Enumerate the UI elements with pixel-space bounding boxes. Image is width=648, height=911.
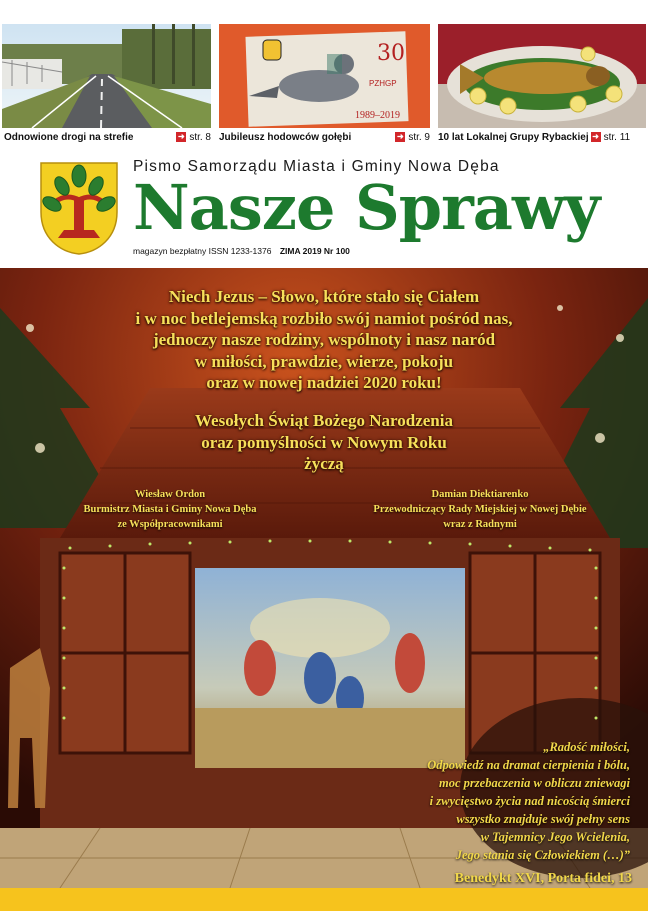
signatory-name: Damian Diektiarenko [431,489,529,500]
signatory-name: Wiesław Ordon [134,489,206,500]
greeting-line: jednoczy nasze rodziny, wspólnoty i nasz naród [152,330,496,349]
teaser-image-fish[interactable] [438,24,646,128]
wishes-line: oraz pomyślności w Nowym Roku [201,432,447,452]
signatory-mayor [30,487,310,532]
quote-author: Benedykt XVI, Porta fidei, 13 [454,871,632,886]
greeting-line: oraz w nowej nadziei 2020 roku! [206,373,442,392]
teaser-caption-fish[interactable] [438,130,644,144]
christmas-wishes [0,410,648,475]
greeting-line: w miłości, prawdzie, wierze, pokoju [194,351,454,371]
issue-info [133,246,350,256]
jubilee-years: 1989–2019 [355,110,400,121]
masthead-title: Nasze Sprawy [133,171,600,244]
pope-quote [300,738,630,864]
teaser-title: Jubileusz hodowców gołębi [219,131,352,143]
arrow-right-icon: ➜ [177,132,185,141]
christmas-greeting [0,286,648,394]
signatory-role: Burmistrz Miasta i Gminy Nowa Dęba [83,504,257,515]
signatory-with: ze Współpracownikami [117,519,223,530]
jubilee-org: PZHGP [369,79,397,88]
teaser-page: str. 8 [189,131,211,143]
quote-line: w Tajemnicy Jego Wcielenia, [480,830,630,844]
teaser-caption-pigeons[interactable] [219,130,430,144]
teaser-page: str. 9 [408,131,430,143]
teaser-caption-roads[interactable] [4,130,211,144]
issn-text: magazyn bezpłatny ISSN 1233-1376 [133,246,272,256]
signatory-role: Przewodniczący Rady Miejskiej w Nowej Dębie [373,504,587,515]
wishes-line: życzą [304,454,344,473]
bottom-color-bar [0,888,648,911]
jubilee-number: 30 [377,41,405,66]
masthead-subtitle: Pismo Samorządu Miasta i Gminy Nowa Dęba [133,158,500,175]
municipal-crest-logo [38,160,120,256]
quote-line: i zwycięstwo życia nad nicością śmierci [429,794,630,808]
wishes-line: Wesołych Świąt Bożego Narodzenia [195,411,453,430]
signatory-council-chair [330,487,630,532]
quote-line: Odpowiedź na dramat cierpienia i bólu, [427,758,630,772]
signatory-with: wraz z Radnymi [443,519,517,530]
teaser-page: str. 11 [603,131,631,143]
issue-label: ZIMA 2019 Nr 100 [279,246,350,256]
arrow-right-icon: ➜ [396,132,404,141]
greeting-line: Niech Jezus – Słowo, które stało się Ciałem [168,287,480,306]
teaser-image-roads[interactable] [2,24,211,128]
quote-line: „Radość miłości, [543,740,630,754]
teaser-image-pigeons[interactable] [219,24,430,128]
quote-line: wszystko znajduje swój pełny sens [456,812,630,826]
greeting-line: i w noc betlejemską rozbiło swój namiot pośród nas, [135,308,513,328]
teaser-title: Odnowione drogi na strefie [4,131,134,143]
teaser-title: 10 lat Lokalnej Grupy Rybackiej [438,131,589,143]
quote-line: moc przebaczenia w obliczu zniewagi [439,776,630,790]
arrow-right-icon: ➜ [592,132,599,141]
quote-line: Jego stania się Człowiekiem (…)” [455,848,630,862]
